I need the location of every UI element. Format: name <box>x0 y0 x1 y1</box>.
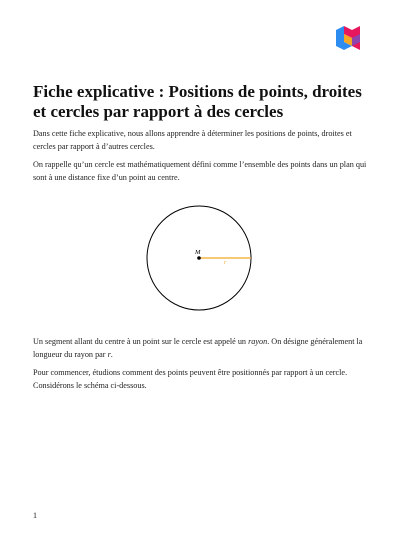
intro-paragraph: Dans cette fiche explicative, nous allons apprendre à déterminer les positions de points, droites et cercles par rapport à d’autres cercles. <box>33 129 352 151</box>
page-number: 1 <box>33 511 37 520</box>
center-label: M <box>195 249 201 256</box>
radius-term: rayon <box>248 337 268 346</box>
definition-paragraph: On rappelle qu’un cercle est mathématiquement défini comme l’ensemble des points dans un plan qui sont à une distance fixe d’un point au centre. <box>33 160 367 182</box>
brand-logo-icon <box>334 24 366 52</box>
next-paragraph: Pour commencer, étudions comment des points peuvent être positionnés par rapport à un cercle. Considérons le schéma ci-dessous. <box>33 368 348 390</box>
page-title: Fiche explicative : Positions de points, droites et cercles par rapport à des cercles <box>33 82 362 121</box>
circle-figure <box>140 202 260 314</box>
center-point <box>197 256 201 260</box>
radius-symbol: r <box>107 349 111 359</box>
radius-paragraph: Un segment allant du centre à un point sur le cercle est appelé un rayon. On désigne généralement la longueur du rayon par r. <box>33 337 363 359</box>
radius-label: r <box>224 260 227 266</box>
